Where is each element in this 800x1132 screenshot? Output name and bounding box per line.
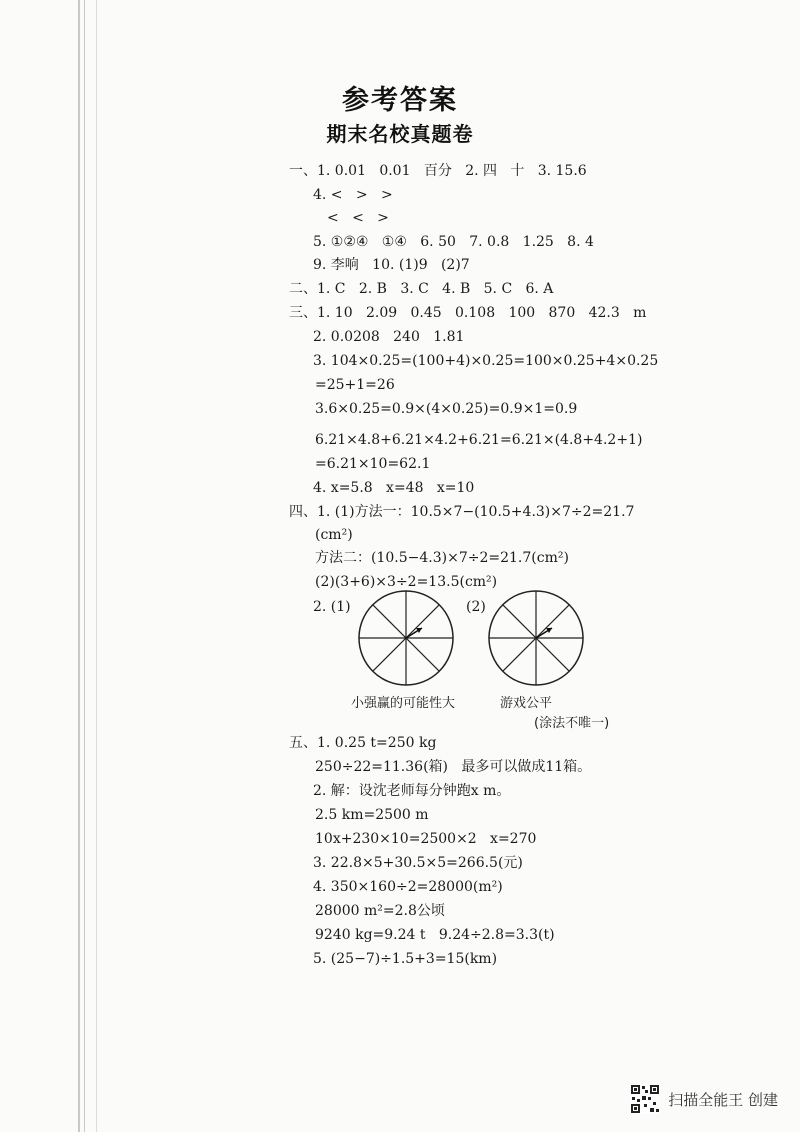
figure-note: (涂法不唯一) — [534, 716, 610, 731]
answer-line: (2) — [466, 599, 486, 615]
answer-line: 五、1. 0.25 t=250 kg — [289, 735, 437, 751]
spinner-circle-1 — [356, 588, 456, 688]
answer-line: 一、1. 0.01 0.01 百分 2. 四 十 3. 15.6 — [289, 163, 587, 179]
answer-line: 四、1. (1)方法一：10.5×7−(10.5+4.3)×7÷2=21.7 — [289, 504, 635, 520]
answer-line: 3. 22.8×5+30.5×5=266.5(元) — [313, 855, 523, 871]
scanner-watermark — [630, 1084, 778, 1114]
spinner-circle-2 — [486, 588, 586, 688]
answer-line: < < > — [327, 210, 389, 226]
answer-line: 6.21×4.8+6.21×4.2+6.21=6.21×(4.8+4.2+1) — [315, 432, 643, 448]
answer-line: 二、1. C 2. B 3. C 4. B 5. C 6. A — [289, 281, 554, 297]
answer-line: 10x+230×10=2500×2 x=270 — [315, 831, 537, 847]
answer-line: 9240 kg=9.24 t 9.24÷2.8=3.3(t) — [315, 927, 555, 943]
answer-line: 4. x=5.8 x=48 x=10 — [313, 480, 475, 496]
answer-line: 3.6×0.25=0.9×(4×0.25)=0.9×1=0.9 — [315, 401, 578, 417]
answer-line: 3. 104×0.25=(100+4)×0.25=100×0.25+4×0.25 — [313, 353, 659, 369]
answer-line: =6.21×10=62.1 — [315, 456, 431, 472]
answer-line: 28000 m²=2.8公顷 — [315, 903, 445, 919]
answer-line: 2.5 km=2500 m — [315, 807, 429, 823]
binding-edge-line — [78, 0, 80, 1132]
answer-line: 4. 350×160÷2=28000(m²) — [313, 879, 503, 895]
answer-line: 4. < > > — [313, 187, 393, 203]
answer-line: 5. (25−7)÷1.5+3=15(km) — [313, 951, 498, 967]
watermark-label: 扫描全能王 创建 — [668, 1090, 778, 1109]
answer-line: 2. 解：设沈老师每分钟跑x m。 — [313, 783, 511, 799]
binding-edge-line — [84, 0, 85, 1132]
figure-caption-left: 小强赢的可能性大 — [351, 696, 456, 711]
answer-line: 5. ①②④ ①④ 6. 50 7. 0.8 1.25 8. 4 — [313, 234, 594, 250]
answer-line: 9. 李响 10. (1)9 (2)7 — [313, 257, 470, 273]
page-title: 参考答案 — [342, 85, 458, 116]
figure-caption-right: 游戏公平 — [500, 696, 553, 711]
answer-line: (cm²) — [315, 527, 353, 543]
binding-edge-line — [96, 0, 97, 1132]
answer-line: 250÷22=11.36(箱) 最多可以做成11箱。 — [315, 759, 592, 775]
answer-line: 2. 0.0208 240 1.81 — [313, 329, 465, 345]
answer-line: =25+1=26 — [315, 377, 395, 393]
answer-line: 方法二：(10.5−4.3)×7÷2=21.7(cm²) — [315, 550, 569, 566]
answer-line: 三、1. 10 2.09 0.45 0.108 100 870 42.3 m — [289, 305, 647, 321]
page-subtitle: 期末名校真题卷 — [326, 122, 474, 146]
qr-code-icon — [630, 1084, 660, 1114]
answer-line: (2)(3+6)×3÷2=13.5(cm²) — [315, 574, 498, 590]
answer-line: 2. (1) — [313, 599, 351, 615]
